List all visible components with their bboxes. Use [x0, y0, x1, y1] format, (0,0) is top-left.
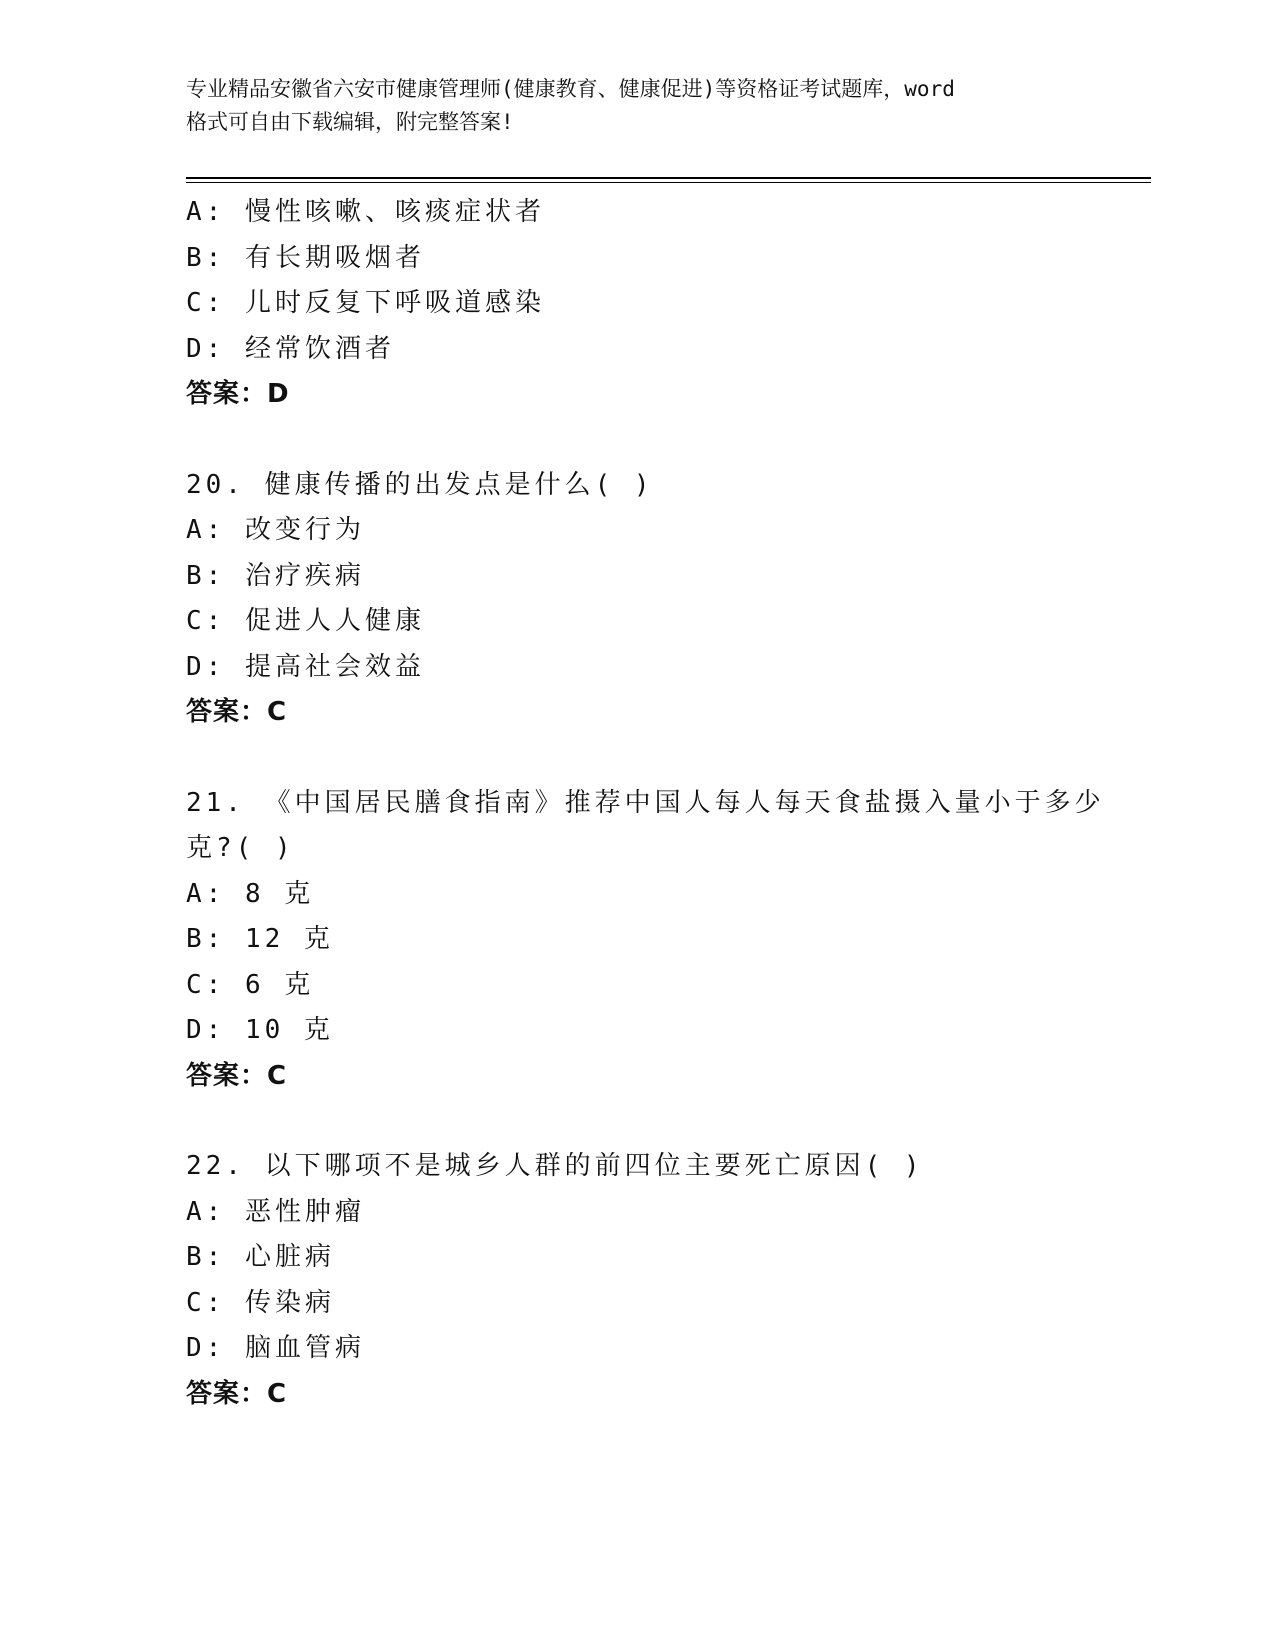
question-stem: 22. 以下哪项不是城乡人群的前四位主要死亡原因( )	[186, 1151, 924, 1181]
answer-line: 答案：C	[186, 1378, 288, 1409]
question-20	[186, 463, 1136, 736]
option-c: C: 传染病	[186, 1287, 335, 1318]
page-header	[186, 73, 1086, 139]
option-a: A: 恶性肿瘤	[186, 1196, 365, 1227]
option-c: C: 促进人人健康	[186, 606, 425, 636]
option-a: A: 改变行为	[186, 515, 365, 545]
question-19-continued	[186, 190, 1136, 418]
option-a: A: 慢性咳嗽、咳痰症状者	[186, 197, 545, 227]
header-rule-thin	[186, 182, 1151, 183]
question-22	[186, 1144, 1136, 1417]
option-d: D: 提高社会效益	[186, 651, 425, 682]
answer-line: 答案：C	[186, 697, 288, 727]
option-c: C: 6 克	[186, 969, 315, 1000]
question-stem: 21. 《中国居民膳食指南》推荐中国人每人每天食盐摄入量小于多少	[186, 787, 1105, 818]
option-d: D: 10 克	[186, 1015, 334, 1045]
option-c: C: 儿时反复下呼吸道感染	[186, 288, 545, 318]
question-stem-continued: 克?( )	[186, 833, 295, 863]
question-stem: 20. 健康传播的出发点是什么( )	[186, 469, 654, 500]
answer-line: 答案：C	[186, 1060, 288, 1091]
question-21	[186, 781, 1136, 1100]
option-b: B: 有长期吸烟者	[186, 242, 425, 273]
option-a: A: 8 克	[186, 878, 315, 909]
option-d: D: 脑血管病	[186, 1333, 365, 1363]
header-line-1: 专业精品安徽省六安市健康管理师(健康教育、健康促进)等资格证考试题库，word	[186, 77, 955, 101]
option-b: B: 12 克	[186, 924, 334, 954]
header-rule-thick	[186, 177, 1151, 179]
question-list	[186, 190, 1136, 1417]
option-b: B: 心脏病	[186, 1242, 335, 1272]
option-b: B: 治疗疾病	[186, 560, 365, 591]
answer-line: 答案：D	[186, 379, 290, 409]
option-d: D: 经常饮酒者	[186, 333, 395, 364]
header-line-2: 格式可自由下载编辑，附完整答案!	[186, 110, 514, 134]
